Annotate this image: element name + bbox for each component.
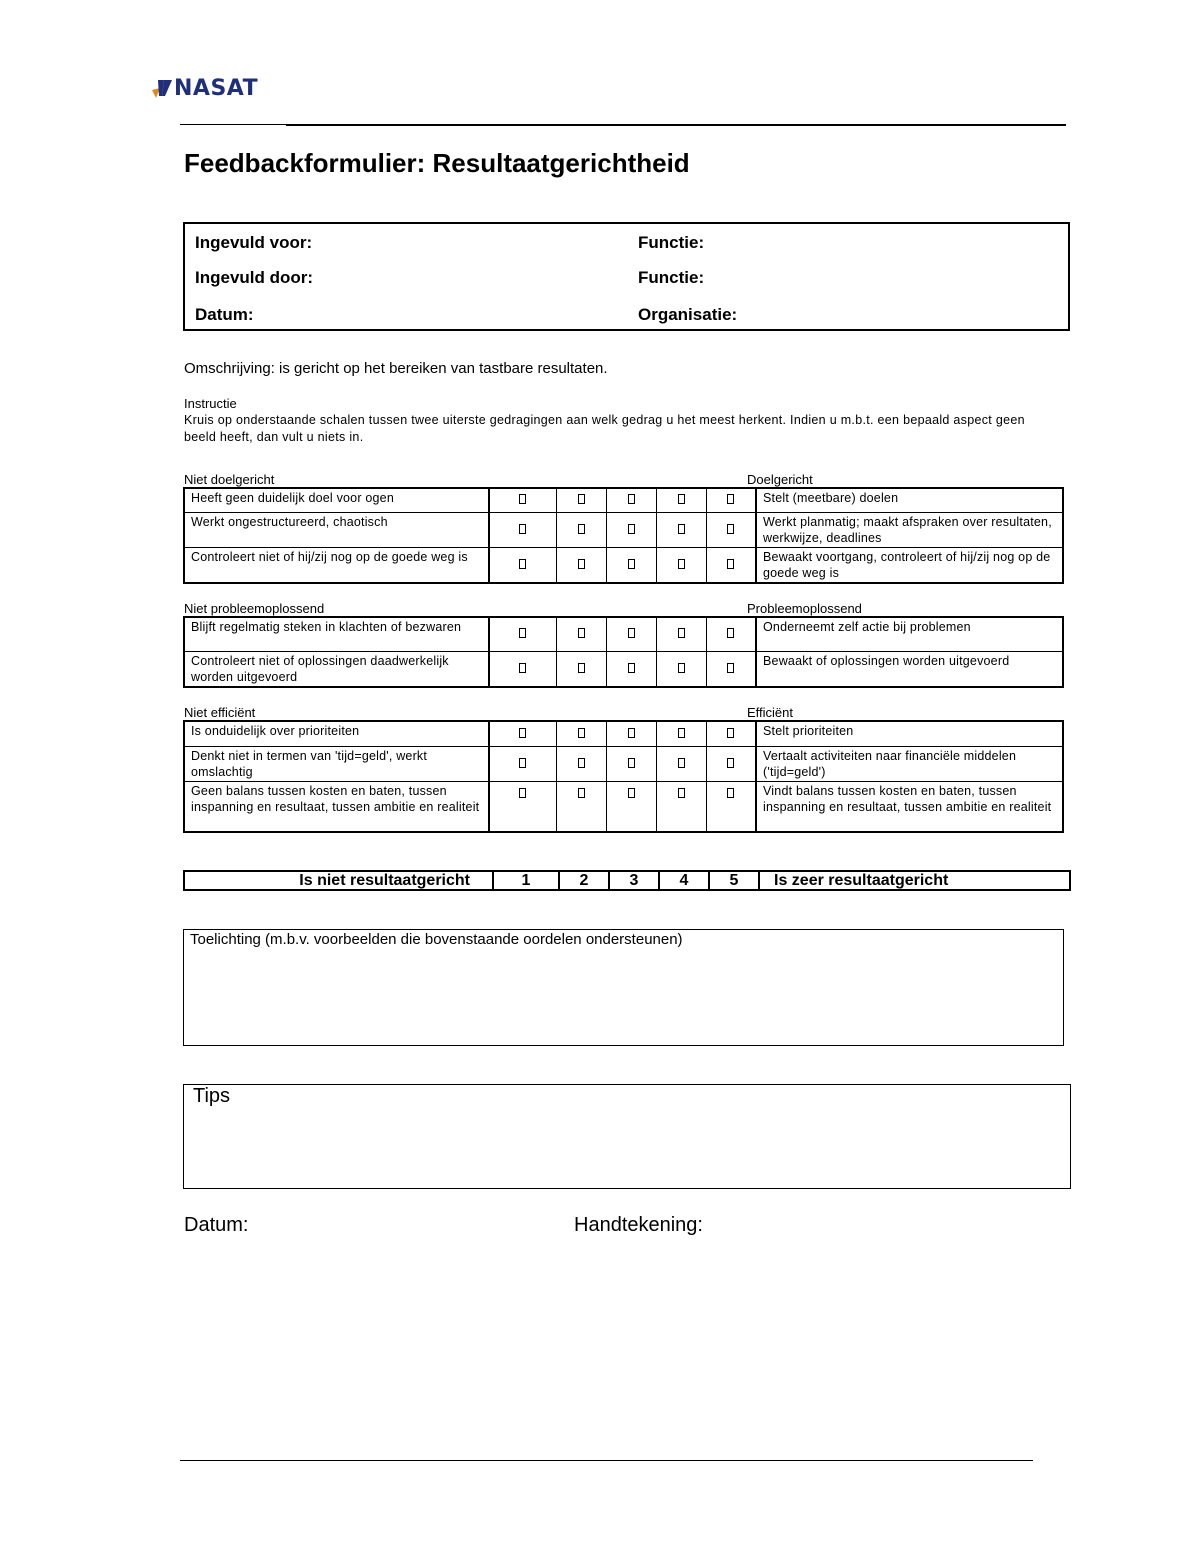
tips-label: Tips (193, 1085, 231, 1107)
table-row (184, 617, 1063, 651)
table-row (184, 651, 1063, 687)
score-1-checkbox[interactable] (489, 781, 556, 832)
score-3-checkbox[interactable] (606, 617, 656, 651)
left-behavior: Blijft regelmatig steken in klachten of bezwaren (184, 617, 489, 651)
group-2-right-label: Probleemoplossend (747, 601, 862, 616)
score-4-checkbox[interactable] (656, 651, 706, 687)
score-5-checkbox[interactable] (706, 547, 756, 583)
table-row (184, 746, 1063, 781)
logo-text: NASAT (174, 75, 259, 101)
rating-option-2[interactable]: 2 (560, 872, 610, 889)
ingevuld-door-label: Ingevuld door: (195, 268, 314, 287)
description: Omschrijving: is gericht op het bereiken van tastbare resultaten. (184, 360, 608, 377)
datum-label: Datum: (195, 305, 254, 324)
score-5-checkbox[interactable] (706, 488, 756, 512)
score-3-checkbox[interactable] (606, 488, 656, 512)
score-1-checkbox[interactable] (489, 547, 556, 583)
rating-option-5[interactable]: 5 (710, 872, 760, 889)
rating-option-1[interactable]: 1 (494, 872, 560, 889)
left-behavior: Heeft geen duidelijk doel voor ogen (184, 488, 489, 512)
left-behavior: Controleert niet of hij/zij nog op de goede weg is (184, 547, 489, 583)
score-4-checkbox[interactable] (656, 746, 706, 781)
left-behavior: Denkt niet in termen van 'tijd=geld', werkt omslachtig (184, 746, 489, 781)
table-row (184, 721, 1063, 746)
instruction-text: Kruis op onderstaande schalen tussen twee uiterste gedragingen aan welk gedrag u het meest herkent. Indien u m.b.t. een bepaald aspect geen beeld heeft, dan vult u niets in. (184, 413, 1025, 444)
score-5-checkbox[interactable] (706, 721, 756, 746)
score-2-checkbox[interactable] (556, 547, 606, 583)
right-behavior: Werkt planmatig; maakt afspraken over resultaten, werkwijze, deadlines (756, 512, 1063, 547)
company-logo (150, 74, 258, 102)
score-2-checkbox[interactable] (556, 651, 606, 687)
score-5-checkbox[interactable] (706, 512, 756, 547)
right-behavior: Vertaalt activiteiten naar financiële middelen ('tijd=geld') (756, 746, 1063, 781)
score-4-checkbox[interactable] (656, 781, 706, 832)
left-behavior: Is onduidelijk over prioriteiten (184, 721, 489, 746)
rating-right-label: Is zeer resultaatgericht (774, 872, 949, 889)
header-rule-gap (180, 125, 286, 126)
score-4-checkbox[interactable] (656, 488, 706, 512)
scale-table-probleemoplossend (183, 616, 1064, 688)
score-5-checkbox[interactable] (706, 617, 756, 651)
score-1-checkbox[interactable] (489, 721, 556, 746)
overall-rating-bar (183, 870, 1071, 891)
group-1-left-label: Niet doelgericht (184, 472, 275, 487)
footer-rule (180, 1460, 1033, 1461)
right-behavior: Vindt balans tussen kosten en baten, tussen inspanning en resultaat, tussen ambitie en realiteit (756, 781, 1063, 832)
left-behavior: Controleert niet of oplossingen daadwerkelijk worden uitgevoerd (184, 651, 489, 687)
rating-option-3[interactable]: 3 (610, 872, 660, 889)
score-2-checkbox[interactable] (556, 721, 606, 746)
left-behavior: Werkt ongestructureerd, chaotisch (184, 512, 489, 547)
group-2-left-label: Niet probleemoplossend (184, 601, 325, 616)
logo-mark-icon (150, 76, 176, 100)
functie-label-1: Functie: (638, 233, 705, 252)
toelichting-field[interactable] (183, 929, 1064, 1046)
score-3-checkbox[interactable] (606, 721, 656, 746)
score-5-checkbox[interactable] (706, 781, 756, 832)
score-4-checkbox[interactable] (656, 721, 706, 746)
rating-left-label: Is niet resultaatgericht (185, 872, 494, 889)
respondent-info-box (183, 222, 1070, 331)
scale-table-efficient (183, 720, 1064, 833)
right-behavior: Onderneemt zelf actie bij problemen (756, 617, 1063, 651)
tips-field[interactable] (183, 1084, 1071, 1189)
table-row (184, 781, 1063, 832)
group-1-right-label: Doelgericht (747, 472, 813, 487)
score-5-checkbox[interactable] (706, 746, 756, 781)
score-1-checkbox[interactable] (489, 488, 556, 512)
score-3-checkbox[interactable] (606, 651, 656, 687)
instruction-heading: Instructie (184, 396, 237, 411)
table-row (184, 547, 1063, 583)
score-4-checkbox[interactable] (656, 512, 706, 547)
score-3-checkbox[interactable] (606, 547, 656, 583)
right-behavior: Bewaakt voortgang, controleert of hij/zij nog op de goede weg is (756, 547, 1063, 583)
table-row (184, 512, 1063, 547)
score-1-checkbox[interactable] (489, 617, 556, 651)
score-2-checkbox[interactable] (556, 746, 606, 781)
table-row (184, 488, 1063, 512)
score-3-checkbox[interactable] (606, 781, 656, 832)
rating-option-4[interactable]: 4 (660, 872, 710, 889)
score-1-checkbox[interactable] (489, 512, 556, 547)
ingevuld-voor-label: Ingevuld voor: (195, 233, 313, 252)
page-title: Feedbackformulier: Resultaatgerichtheid (184, 148, 690, 178)
score-4-checkbox[interactable] (656, 617, 706, 651)
functie-label-2: Functie: (638, 268, 705, 287)
score-4-checkbox[interactable] (656, 547, 706, 583)
score-5-checkbox[interactable] (706, 651, 756, 687)
right-behavior: Bewaakt of oplossingen worden uitgevoerd (756, 651, 1063, 687)
left-behavior: Geen balans tussen kosten en baten, tussen inspanning en resultaat, tussen ambitie en realiteit (184, 781, 489, 832)
signature-date-label: Datum: (184, 1214, 249, 1236)
score-2-checkbox[interactable] (556, 617, 606, 651)
group-3-left-label: Niet efficiënt (184, 705, 256, 720)
score-2-checkbox[interactable] (556, 781, 606, 832)
right-behavior: Stelt (meetbare) doelen (756, 488, 1063, 512)
header-rule (180, 124, 1066, 126)
score-2-checkbox[interactable] (556, 512, 606, 547)
signature-label: Handtekening: (574, 1214, 703, 1236)
scale-table-doelgericht (183, 487, 1064, 584)
score-1-checkbox[interactable] (489, 651, 556, 687)
score-2-checkbox[interactable] (556, 488, 606, 512)
score-3-checkbox[interactable] (606, 512, 656, 547)
toelichting-label: Toelichting (m.b.v. voorbeelden die bovenstaande oordelen ondersteunen) (190, 931, 683, 948)
group-3-right-label: Efficiënt (747, 705, 794, 720)
score-1-checkbox[interactable] (489, 746, 556, 781)
score-3-checkbox[interactable] (606, 746, 656, 781)
right-behavior: Stelt prioriteiten (756, 721, 1063, 746)
organisatie-label: Organisatie: (638, 305, 738, 324)
